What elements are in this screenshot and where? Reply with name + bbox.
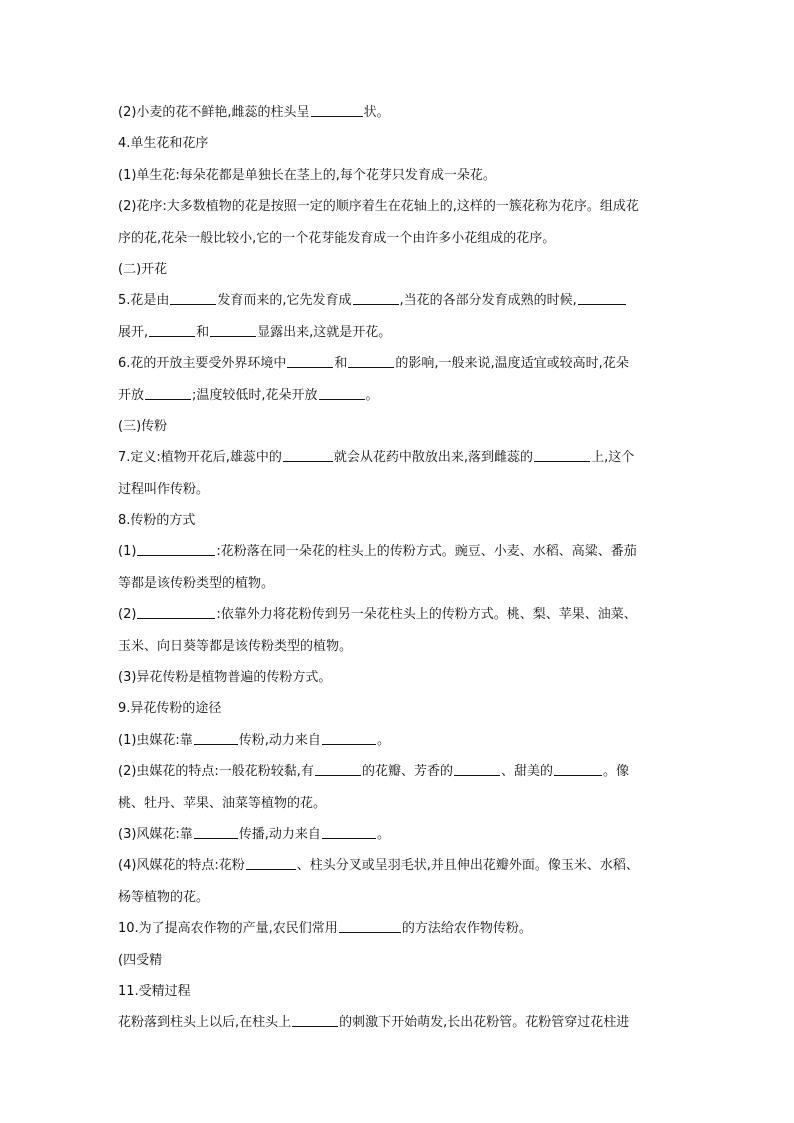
answer-blank (322, 730, 376, 745)
line-text: 的方法给农作物传粉。 (401, 921, 532, 937)
line-text: (2) (118, 607, 137, 623)
text-line (118, 442, 678, 473)
line-text: 的花瓣、芳香的 (361, 764, 453, 780)
line-text: 。 (365, 387, 379, 403)
line-text: 4.单生花和花序 (118, 136, 209, 152)
text-line (118, 756, 678, 787)
answer-blank (554, 761, 602, 776)
text-line (118, 191, 678, 222)
text-line (118, 882, 678, 913)
answer-blank (311, 102, 363, 117)
answer-blank (339, 918, 401, 933)
text-line (118, 976, 678, 1007)
answer-blank (137, 604, 215, 619)
answer-blank (578, 290, 626, 305)
text-line (118, 128, 678, 159)
text-line (118, 285, 678, 316)
answer-blank (292, 1012, 338, 1027)
line-text: 上,这个 (591, 450, 635, 466)
text-line (118, 97, 678, 128)
line-text: (2)花序:大多数植物的花是按照一定的顺序着生在花轴上的,这样的一簇花称为花序。组成花 (118, 199, 639, 215)
line-text: 发育而来的,它先发育成 (217, 293, 352, 309)
answer-blank (210, 322, 256, 337)
document-body (118, 97, 678, 1039)
line-text: 等都是该传粉类型的植物。 (118, 575, 275, 591)
line-text: (3)异花传粉是植物普遍的传粉方式。 (118, 670, 332, 686)
line-text: 9.异花传粉的途径 (118, 701, 222, 717)
line-text: 过程叫作传粉。 (118, 481, 210, 497)
answer-blank (170, 290, 216, 305)
line-text: 。像 (602, 764, 629, 780)
text-line (118, 819, 678, 850)
line-text: 杨等植物的花。 (118, 889, 210, 905)
line-text: 11.受精过程 (118, 983, 191, 999)
answer-blank (534, 447, 590, 462)
line-text: 6.花的开放主要受外界环境中 (118, 356, 287, 372)
text-line (118, 348, 678, 379)
line-text: (三)传粉 (118, 418, 168, 434)
text-line (118, 599, 678, 630)
text-line (118, 693, 678, 724)
text-line (118, 505, 678, 536)
line-text: 、柱头分叉或呈羽毛状,并且伸出花瓣外面。像玉米、水稻、 (296, 858, 639, 874)
answer-blank (353, 290, 399, 305)
text-line (118, 568, 678, 599)
line-text: 。 (376, 826, 390, 842)
text-line (118, 631, 678, 662)
line-text: 和 (334, 356, 348, 372)
line-text: (2)小麦的花不鲜艳,雌蕊的柱头呈 (118, 105, 310, 120)
text-line (118, 474, 678, 505)
line-text: (四受精 (118, 952, 163, 968)
line-text: :花粉落在同一朵花的柱头上的传粉方式。豌豆、小麦、水稻、高粱、番茄 (216, 544, 637, 560)
text-line (118, 725, 678, 756)
line-text: (二)开花 (118, 261, 168, 277)
line-text: 玉米、向日葵等都是该传粉类型的植物。 (118, 638, 353, 654)
answer-blank (194, 730, 238, 745)
text-line (118, 788, 678, 819)
line-text: 显露出来,这就是开花。 (257, 324, 392, 340)
line-text: 开放 (118, 387, 145, 403)
answer-blank (145, 385, 191, 400)
text-line (118, 160, 678, 191)
answer-blank (322, 824, 376, 839)
line-text: 5.花是由 (118, 293, 170, 309)
line-text: 桃、牡丹、苹果、油菜等植物的花。 (118, 795, 327, 811)
line-text: 10.为了提高农作物的产量,农民们常用 (118, 921, 338, 937)
line-text: (1)虫媒花:靠 (118, 732, 193, 748)
text-line (118, 317, 678, 348)
text-line (118, 411, 678, 442)
line-text: (1)单生花:每朵花都是单独长在茎上的,每个花芽只发育成一朵花。 (118, 167, 496, 183)
text-line (118, 913, 678, 944)
line-text: 就会从花药中散放出来,落到雌蕊的 (333, 450, 534, 466)
line-text: 传播,动力来自 (238, 826, 321, 842)
line-text: (2)虫媒花的特点:一般花粉较黏,有 (118, 764, 314, 780)
text-line (118, 223, 678, 254)
line-text: 7.定义:植物开花后,雄蕊中的 (118, 450, 282, 466)
text-line (118, 945, 678, 976)
line-text: 8.传粉的方式 (118, 513, 196, 529)
line-text: 和 (196, 324, 210, 340)
line-text: 的影响,一般来说,温度适宜或较高时,花朵 (395, 356, 629, 372)
line-text: 的刺激下开始萌发,长出花粉管。花粉管穿过花柱进 (339, 1015, 630, 1031)
text-line (118, 254, 678, 285)
line-text: 状。 (363, 105, 390, 120)
answer-blank (137, 541, 215, 556)
line-text: ;温度较低时,花朵开放 (192, 387, 318, 403)
line-text: 花粉落到柱头上以后,在柱头上 (118, 1015, 292, 1031)
answer-blank (283, 447, 333, 462)
answer-blank (319, 385, 365, 400)
line-text: (1) (118, 544, 137, 560)
line-text: :依靠外力将花粉传到另一朵花柱头上的传粉方式。桃、梨、苹果、油菜、 (216, 607, 637, 623)
text-line (118, 536, 678, 567)
line-text: ,当花的各部分发育成熟的时候, (399, 293, 577, 309)
answer-blank (194, 824, 238, 839)
text-line (118, 1007, 678, 1038)
line-text: 传粉,动力来自 (238, 732, 321, 748)
answer-blank (149, 322, 195, 337)
answer-blank (348, 353, 394, 368)
line-text: 。 (376, 732, 390, 748)
line-text: 序的花,花朵一般比较小,它的一个花芽能发育成一个由许多小花组成的花序。 (118, 230, 556, 246)
answer-blank (315, 761, 361, 776)
line-text: (4)风媒花的特点:花粉 (118, 858, 245, 874)
line-text: (3)风媒花:靠 (118, 826, 193, 842)
text-line (118, 662, 678, 693)
answer-blank (454, 761, 500, 776)
line-text: 展开, (118, 324, 149, 340)
line-text: 、甜美的 (500, 764, 553, 780)
text-line (118, 850, 678, 881)
answer-blank (246, 855, 296, 870)
text-line (118, 380, 678, 411)
answer-blank (287, 353, 333, 368)
